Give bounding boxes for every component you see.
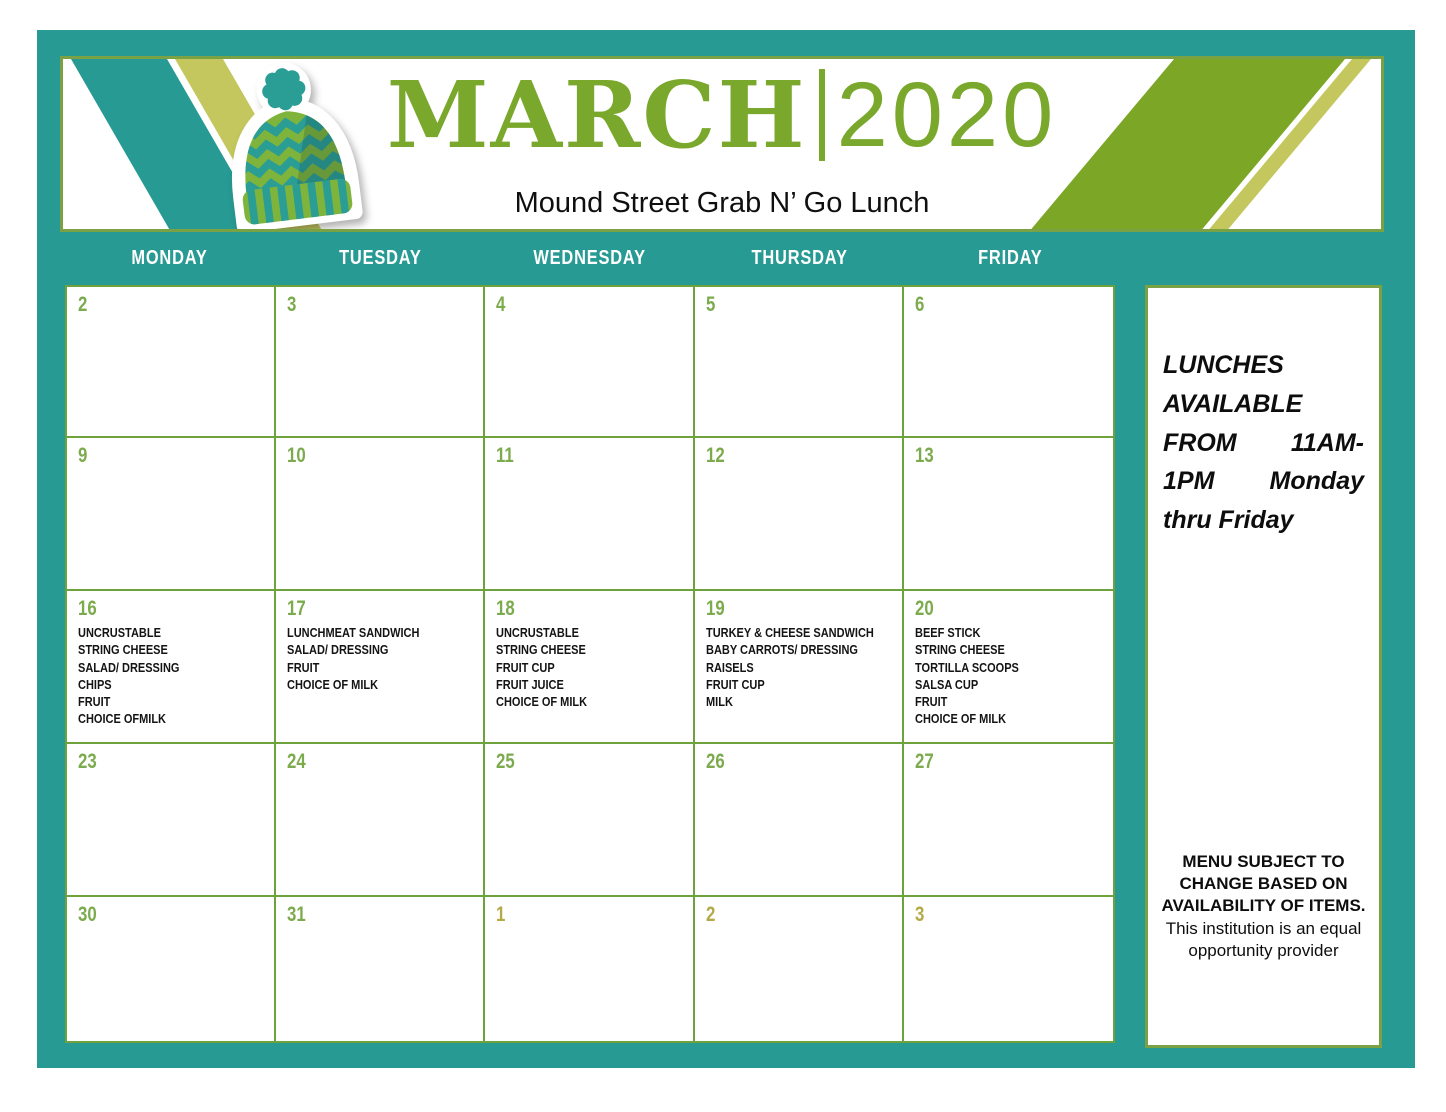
day-number: 2: [78, 293, 88, 316]
day-number: 5: [705, 293, 715, 316]
menu-item: SALSA CUP: [914, 677, 978, 692]
day-cell: [276, 591, 485, 744]
day-cell: [67, 744, 276, 897]
menu-item: CHOICE OF MILK: [287, 677, 379, 692]
day-cell: [695, 591, 904, 744]
day-number: 31: [287, 903, 306, 926]
day-cell-next-month: [695, 897, 904, 1041]
day-cell: [67, 897, 276, 1041]
calendar-subtitle: Mound Street Grab N’ Go Lunch: [514, 187, 930, 219]
day-cell: [276, 438, 485, 591]
day-cell: [276, 897, 485, 1041]
day-menu: [706, 625, 893, 711]
weekday-friday: FRIDAY: [977, 247, 1043, 269]
day-number: 25: [496, 750, 516, 773]
day-cell: [904, 287, 1113, 438]
day-cell: [67, 287, 276, 438]
menu-item: BEEF STICK: [914, 626, 981, 641]
calendar-title: [63, 61, 1381, 169]
day-number: 3: [914, 903, 925, 926]
menu-subject-to-change-note: MENU SUBJECT TO CHANGE BASED ON AVAILABILITY OF ITEMS.: [1161, 852, 1366, 916]
menu-item: FRUIT: [914, 695, 948, 710]
menu-item: CHOICE OFMILK: [78, 712, 166, 727]
menu-item: STRING CHEESE: [496, 643, 587, 658]
day-menu: [496, 625, 683, 711]
weekday-wednesday: WEDNESDAY: [533, 247, 647, 269]
day-cell: [485, 438, 694, 591]
weekday-monday: MONDAY: [131, 247, 209, 269]
menu-item: TORTILLA SCOOPS: [914, 660, 1019, 675]
weekday-tuesday: TUESDAY: [338, 247, 422, 269]
day-cell-next-month: [485, 897, 694, 1041]
year-title: 2020: [836, 64, 1058, 166]
day-number: 1: [496, 903, 506, 926]
day-number: 26: [705, 750, 725, 773]
calendar-grid: [65, 285, 1115, 1043]
menu-item: SALAD/ DRESSING: [287, 643, 389, 658]
menu-item: STRING CHEESE: [78, 643, 168, 658]
day-number: 19: [705, 597, 725, 620]
info-sidebar: [1145, 285, 1382, 1048]
day-number: 30: [78, 903, 97, 926]
day-cell: [485, 287, 694, 438]
menu-item: STRING CHEESE: [914, 643, 1005, 658]
day-number: 27: [914, 750, 934, 773]
day-number: 18: [496, 597, 516, 620]
menu-item: MILK: [705, 695, 733, 710]
day-number: 3: [287, 293, 297, 316]
day-cell: [904, 591, 1113, 744]
day-number: 24: [287, 750, 306, 773]
day-menu: [915, 625, 1104, 729]
day-number: 9: [78, 444, 88, 467]
day-menu: [287, 625, 474, 694]
equal-opportunity-note: This institution is an equal opportunity provider: [1165, 919, 1362, 961]
menu-item: UNCRUSTABLE: [496, 626, 580, 641]
menu-notice: [1148, 851, 1379, 962]
day-number: 11: [496, 444, 515, 467]
menu-item: FRUIT: [78, 695, 111, 710]
menu-item: UNCRUSTABLE: [78, 626, 161, 641]
menu-item: SALAD/ DRESSING: [78, 660, 180, 675]
day-cell-next-month: [904, 897, 1113, 1041]
menu-item: FRUIT: [287, 660, 320, 675]
day-cell: [276, 744, 485, 897]
day-cell: [276, 287, 485, 438]
header-banner: [60, 56, 1384, 232]
day-number: 6: [914, 293, 925, 316]
day-number: 12: [705, 444, 725, 467]
menu-item: FRUIT JUICE: [496, 677, 565, 692]
weekday-thursday: THURSDAY: [751, 247, 849, 269]
day-cell: [695, 287, 904, 438]
menu-item: CHIPS: [78, 677, 112, 692]
day-number: 10: [287, 444, 306, 467]
day-cell: [67, 591, 276, 744]
day-number: 23: [78, 750, 97, 773]
menu-item: FRUIT CUP: [496, 660, 556, 675]
day-number: 17: [287, 597, 306, 620]
day-number: 20: [914, 597, 934, 620]
day-menu: [78, 625, 265, 729]
calendar-frame: [37, 30, 1415, 1068]
day-cell: [485, 591, 694, 744]
menu-item: TURKEY & CHEESE SANDWICH: [705, 626, 874, 641]
day-number: 2: [705, 903, 715, 926]
menu-item: CHOICE OF MILK: [914, 712, 1006, 727]
month-title: MARCH: [386, 61, 807, 169]
day-cell: [695, 438, 904, 591]
day-cell: [67, 438, 276, 591]
menu-item: CHOICE OF MILK: [496, 695, 588, 710]
menu-item: RAISELS: [705, 660, 754, 675]
day-number: 16: [78, 597, 97, 620]
day-number: 13: [914, 444, 934, 467]
day-cell: [904, 744, 1113, 897]
day-cell: [485, 744, 694, 897]
availability-note: LUNCHES AVAILABLE FROM 11AM-1PM Monday thru Friday: [1163, 351, 1364, 534]
weekday-header-row: [65, 232, 1115, 285]
menu-item: LUNCHMEAT SANDWICH: [287, 626, 420, 641]
day-cell: [695, 744, 904, 897]
day-number: 4: [496, 293, 506, 316]
title-divider: [819, 69, 825, 161]
menu-item: BABY CARROTS/ DRESSING: [705, 643, 858, 658]
menu-item: FRUIT CUP: [705, 677, 765, 692]
day-cell: [904, 438, 1113, 591]
